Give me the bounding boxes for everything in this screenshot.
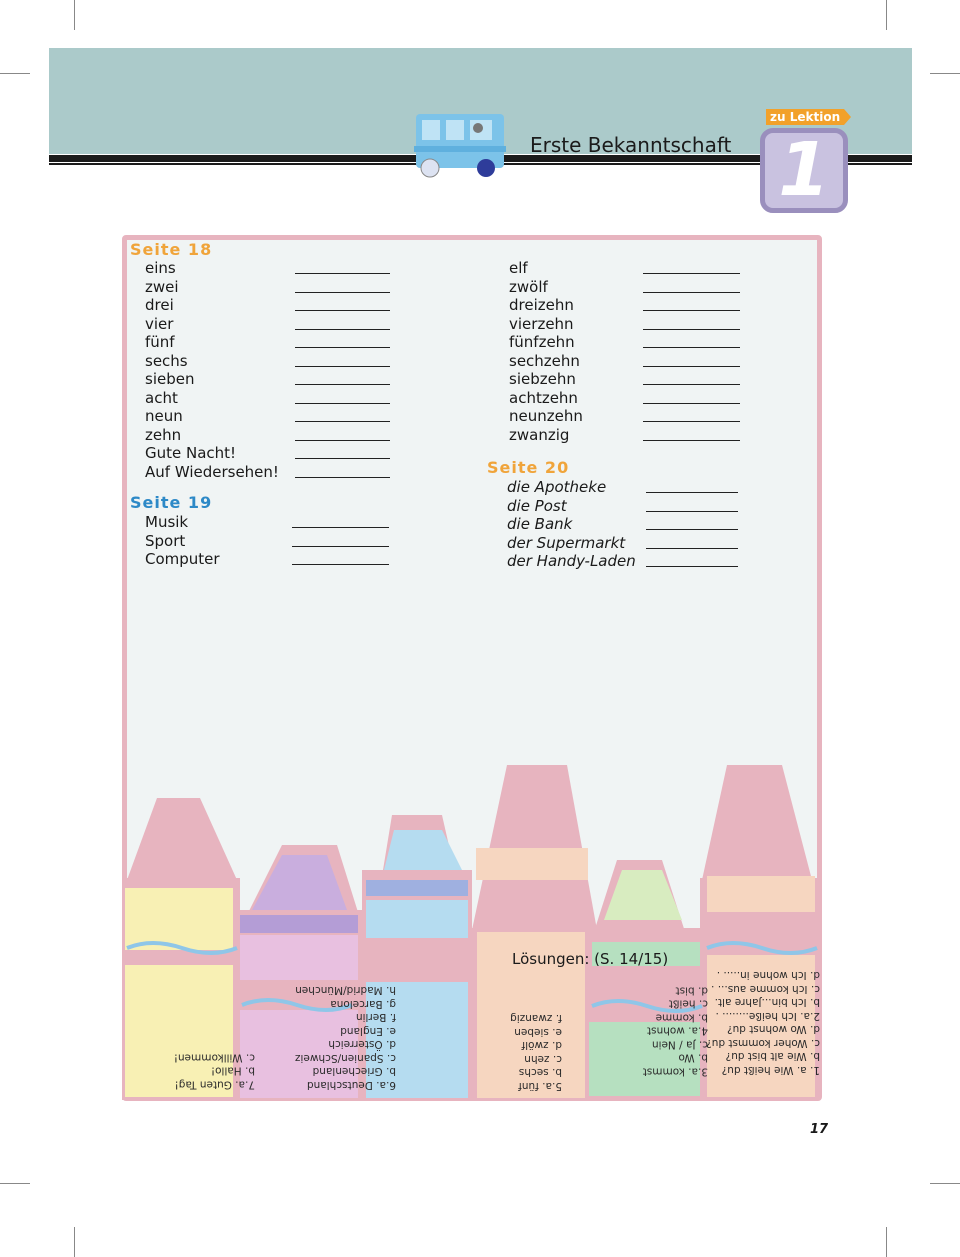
vocab-word: die Apotheke [507, 478, 607, 496]
vocab-word: neunzehn [509, 407, 583, 425]
answer-blank[interactable] [643, 347, 740, 348]
solution-line: e. sieben [514, 1026, 562, 1038]
answer-blank[interactable] [295, 310, 390, 311]
answer-blank[interactable] [643, 329, 740, 330]
solution-line: c. Ja / Nein [651, 1038, 708, 1051]
solution-line: c. heißt [668, 998, 708, 1010]
vocab-word: Sport [145, 531, 186, 550]
answer-blank[interactable] [295, 329, 390, 330]
answer-blank[interactable] [295, 273, 390, 274]
vocab-word: fünfzehn [509, 333, 575, 351]
vocab-word: achtzehn [509, 388, 578, 407]
answer-blank[interactable] [292, 546, 389, 547]
heading-seite-19: Seite 19 [130, 493, 213, 512]
solution-line: d. Ich wohne in..... . [716, 969, 820, 982]
vocab-word: zehn [145, 425, 182, 444]
vocab-word: vier [145, 314, 174, 333]
crop-mark [886, 1227, 887, 1257]
solution-line: b. Wo [678, 1052, 708, 1064]
solution-line: c. Willkommen! [173, 1051, 255, 1064]
solution-line: 4.a. wohnst [646, 1025, 708, 1037]
solution-line: b. Wie alt bist du? [725, 1050, 820, 1063]
answer-blank[interactable] [643, 440, 740, 441]
crop-mark [930, 73, 960, 74]
crop-mark [930, 1183, 960, 1184]
vocab-word: eins [145, 259, 176, 277]
crop-mark [0, 1183, 30, 1184]
solution-line: h. Madrid/München [295, 984, 396, 997]
crop-mark [886, 0, 887, 30]
solution-line: c. Woher kommst du? [706, 1037, 820, 1049]
page-number: 17 [810, 1122, 829, 1137]
vocab-word: der Supermarkt [507, 533, 626, 552]
vocab-word: Auf Wiedersehen! [145, 462, 279, 481]
answer-blank[interactable] [295, 347, 390, 348]
vocab-word: Musik [145, 513, 189, 531]
answer-blank[interactable] [295, 292, 390, 293]
solutions-column [95, 1050, 255, 1091]
solution-line: c. zehn [524, 1053, 562, 1065]
vocab-word: drei [145, 296, 174, 314]
vocab-word: fünf [145, 333, 175, 351]
solutions-column [548, 983, 708, 1078]
solution-line: d. zwölf [521, 1039, 562, 1052]
answer-blank[interactable] [643, 366, 740, 367]
answer-blank[interactable] [292, 527, 389, 528]
solution-line: 3.a. kommst [642, 1065, 708, 1078]
vocab-word: zwanzig [509, 425, 570, 444]
answer-blank[interactable] [643, 292, 740, 293]
solution-line: 2.a. Ich heiße........ . [715, 1010, 820, 1022]
answer-blank[interactable] [646, 529, 738, 530]
answer-blank[interactable] [295, 384, 390, 385]
heading-seite-20: Seite 20 [487, 458, 570, 477]
answer-blank[interactable] [643, 310, 740, 311]
solution-line: 7.a. Guten Tag! [174, 1078, 255, 1091]
solution-line: b. sechs [518, 1066, 562, 1079]
solution-line: b. komme [655, 1011, 708, 1024]
answer-blank[interactable] [295, 458, 390, 459]
answer-blank[interactable] [646, 566, 738, 567]
vocab-word: sechs [145, 351, 188, 370]
solution-line: 6.a. Deutschland [306, 1079, 396, 1091]
crop-mark [74, 0, 75, 30]
answer-blank[interactable] [646, 511, 738, 512]
vocab-word: neun [145, 407, 183, 425]
lesson-badge: zu Lektion [766, 109, 844, 125]
solution-line: b. Hallo! [210, 1065, 255, 1077]
answer-blank[interactable] [292, 564, 389, 565]
answer-blank[interactable] [295, 477, 390, 478]
solution-line: f. zwanzig [510, 1012, 562, 1025]
vocab-word: sechzehn [509, 351, 580, 370]
vocab-word: vierzehn [509, 314, 574, 333]
crop-mark [0, 73, 30, 74]
solution-line: 5.a. fünf [518, 1080, 562, 1092]
vocab-word: siebzehn [509, 370, 576, 388]
solution-line: g. Barcelona [330, 998, 396, 1010]
heading-seite-18: Seite 18 [130, 240, 213, 259]
vocab-word: Computer [145, 550, 220, 568]
answer-blank[interactable] [295, 366, 390, 367]
vocab-word: die Post [507, 496, 567, 515]
vocab-word: Gute Nacht! [145, 444, 237, 462]
vocab-word: die Bank [507, 515, 573, 533]
answer-blank[interactable] [643, 273, 740, 274]
answer-blank[interactable] [295, 440, 390, 441]
crop-mark [74, 1227, 75, 1257]
solution-line: d. Wo wohnst du? [726, 1023, 820, 1036]
solutions-title: Lösungen: (S. 14/15) [512, 950, 669, 968]
page-title: Erste Bekanntschaft [530, 133, 732, 157]
vocab-word: zwei [145, 277, 179, 296]
answer-blank[interactable] [646, 548, 738, 549]
answer-blank[interactable] [643, 421, 740, 422]
bus-illustration [414, 110, 510, 180]
vocab-word: der Handy-Laden [507, 552, 636, 570]
answer-blank[interactable] [643, 384, 740, 385]
solution-line: d. bist [675, 984, 708, 997]
solution-line: d. Österreich [328, 1038, 396, 1051]
vocab-word: zwölf [509, 277, 548, 296]
lesson-number: 1 [778, 127, 830, 213]
solution-line: b. Griechenland [312, 1065, 396, 1078]
vocab-word: acht [145, 388, 178, 407]
answer-blank[interactable] [295, 403, 390, 404]
vocab-word: dreizehn [509, 296, 574, 314]
solution-line: b. Ich bin...Jahre alt. [714, 996, 820, 1009]
answer-blank[interactable] [295, 421, 390, 422]
answer-blank[interactable] [646, 492, 738, 493]
answer-blank[interactable] [643, 403, 740, 404]
solution-line: 1. a. Wie heißt du? [721, 1064, 820, 1076]
solutions-column [236, 983, 396, 1091]
solutions-column [402, 1011, 562, 1092]
solution-line: f. Berlin [355, 1011, 396, 1024]
solution-line: c. Spanien/Schweiz [294, 1052, 396, 1064]
solution-line: c. Ich komme aus... . [711, 983, 820, 995]
vocab-word: elf [509, 259, 528, 277]
solution-line: e. England [340, 1025, 396, 1037]
vocab-word: sieben [145, 370, 195, 388]
